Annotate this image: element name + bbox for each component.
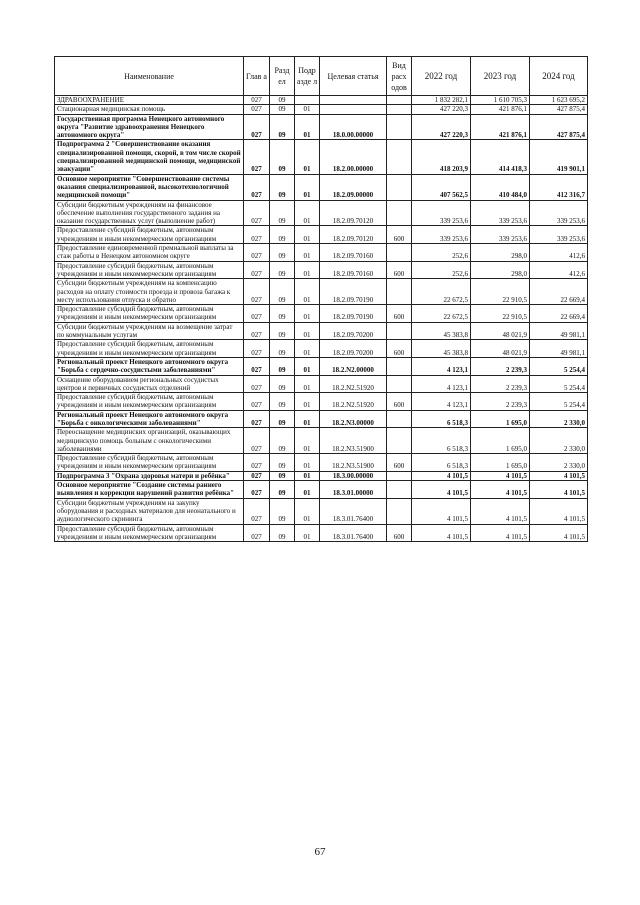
row-target: 18.2.N3.51900 [320, 428, 387, 454]
row-target: 18.2.N2.51920 [320, 393, 387, 411]
row-2024: 339 253,6 [530, 226, 588, 244]
row-name: Подпрограмма 2 "Совершенствование оказания специализированной помощи, скорой, в том числе скорой специализированной медицинской помощи, медицинской эвакуации" [55, 140, 244, 174]
row-razdel: 09 [270, 340, 295, 358]
row-podrazdel: 01 [295, 114, 320, 140]
row-vid [387, 174, 412, 200]
row-podrazdel: 01 [295, 428, 320, 454]
row-glava: 027 [244, 454, 270, 472]
table-row [55, 428, 588, 454]
row-2022: 252,6 [412, 261, 471, 279]
table-row [55, 96, 588, 105]
row-podrazdel: 01 [295, 261, 320, 279]
row-podrazdel: 01 [295, 471, 320, 480]
table-row [55, 140, 588, 174]
row-2022: 4 101,5 [412, 524, 471, 542]
row-razdel: 09 [270, 428, 295, 454]
row-2022: 6 518,3 [412, 410, 471, 428]
row-2023: 22 910,5 [471, 305, 530, 323]
row-2022: 418 203,9 [412, 140, 471, 174]
row-vid: 600 [387, 393, 412, 411]
row-vid [387, 498, 412, 524]
header-glava: Глав а [244, 57, 270, 96]
row-target: 18.2.N2.51920 [320, 375, 387, 393]
row-2022: 4 123,1 [412, 393, 471, 411]
table-row [55, 279, 588, 305]
row-target: 18.2.00.00000 [320, 140, 387, 174]
row-2022: 6 518,3 [412, 428, 471, 454]
row-vid [387, 200, 412, 226]
row-podrazdel: 01 [295, 226, 320, 244]
row-vid [387, 279, 412, 305]
header-target: Целевая статья [320, 57, 387, 96]
row-razdel: 09 [270, 322, 295, 340]
row-2022: 22 672,5 [412, 279, 471, 305]
table-row [55, 471, 588, 480]
row-razdel: 09 [270, 357, 295, 375]
row-glava: 027 [244, 340, 270, 358]
row-2024: 419 901,1 [530, 140, 588, 174]
row-podrazdel: 01 [295, 357, 320, 375]
row-2024: 4 101,5 [530, 524, 588, 542]
row-2024: 49 981,1 [530, 340, 588, 358]
row-name: Предоставление субсидий бюджетным, автономным учреждениям и иным некоммерческим организациям [55, 393, 244, 411]
row-vid [387, 357, 412, 375]
row-2023: 421 876,1 [471, 114, 530, 140]
row-target: 18.2.N3.51900 [320, 454, 387, 472]
row-glava: 027 [244, 481, 270, 499]
row-glava: 027 [244, 174, 270, 200]
row-podrazdel: 01 [295, 393, 320, 411]
row-2023: 1 695,0 [471, 454, 530, 472]
row-razdel: 09 [270, 410, 295, 428]
row-glava: 027 [244, 410, 270, 428]
row-2022: 4 123,1 [412, 375, 471, 393]
table-row [55, 393, 588, 411]
row-target: 18.3.01.76400 [320, 524, 387, 542]
table-row [55, 340, 588, 358]
row-target: 18.0.00.00000 [320, 114, 387, 140]
row-name: Субсидии бюджетным учреждениям на возмещение затрат по коммунальным услугам [55, 322, 244, 340]
row-name: Подпрограмма 3 "Охрана здоровья матери и ребёнка" [55, 471, 244, 480]
row-vid [387, 322, 412, 340]
row-glava: 027 [244, 261, 270, 279]
row-2022: 252,6 [412, 244, 471, 262]
row-vid [387, 96, 412, 105]
row-glava: 027 [244, 471, 270, 480]
row-vid: 600 [387, 340, 412, 358]
row-razdel: 09 [270, 305, 295, 323]
row-vid: 600 [387, 261, 412, 279]
row-target: 18.2.09.70200 [320, 322, 387, 340]
table-row [55, 261, 588, 279]
row-2024: 427 875,4 [530, 114, 588, 140]
row-2022: 339 253,6 [412, 200, 471, 226]
row-2022: 1 832 282,1 [412, 96, 471, 105]
row-2023: 298,0 [471, 244, 530, 262]
row-podrazdel: 01 [295, 322, 320, 340]
row-razdel: 09 [270, 471, 295, 480]
row-podrazdel: 01 [295, 140, 320, 174]
row-target: 18.3.01.76400 [320, 498, 387, 524]
row-razdel: 09 [270, 226, 295, 244]
row-2024: 412 316,7 [530, 174, 588, 200]
header-podrazdel: Подр азде л [295, 57, 320, 96]
row-2022: 427 220,3 [412, 114, 471, 140]
row-2023: 4 101,5 [471, 524, 530, 542]
row-glava: 027 [244, 322, 270, 340]
row-2022: 427 220,3 [412, 105, 471, 114]
row-2024: 4 101,5 [530, 471, 588, 480]
row-2022: 4 101,5 [412, 471, 471, 480]
row-target: 18.2.09.70160 [320, 244, 387, 262]
row-2023: 22 910,5 [471, 279, 530, 305]
row-name: Региональный проект Ненецкого автономного округа "Борьба с сердечно-сосудистыми заболеваниями" [55, 357, 244, 375]
row-2023: 339 253,6 [471, 226, 530, 244]
row-target: 18.2.09.70120 [320, 226, 387, 244]
row-target: 18.3.01.00000 [320, 481, 387, 499]
table-row [55, 357, 588, 375]
row-2023: 414 418,3 [471, 140, 530, 174]
row-razdel: 09 [270, 454, 295, 472]
row-target [320, 105, 387, 114]
table-row [55, 498, 588, 524]
row-podrazdel: 01 [295, 174, 320, 200]
row-name: Стационарная медицинская помощь [55, 105, 244, 114]
row-glava: 027 [244, 357, 270, 375]
row-2024: 1 623 695,2 [530, 96, 588, 105]
row-podrazdel: 01 [295, 481, 320, 499]
row-name: Предоставление субсидий бюджетным, автономным учреждениям и иным некоммерческим организациям [55, 454, 244, 472]
row-2022: 339 253,6 [412, 226, 471, 244]
row-podrazdel: 01 [295, 105, 320, 114]
budget-table [54, 56, 588, 542]
table-row [55, 226, 588, 244]
row-vid [387, 105, 412, 114]
row-2023: 2 239,3 [471, 393, 530, 411]
table-row [55, 200, 588, 226]
row-glava: 027 [244, 244, 270, 262]
row-2022: 407 562,5 [412, 174, 471, 200]
row-razdel: 09 [270, 96, 295, 105]
row-razdel: 09 [270, 498, 295, 524]
row-glava: 027 [244, 305, 270, 323]
row-name: Государственная программа Ненецкого автономного округа "Развитие здравоохранения Ненецкого автономного округа" [55, 114, 244, 140]
row-name: Предоставление единовременной премиальной выплаты за стаж работы в Ненецком автономном округе [55, 244, 244, 262]
row-razdel: 09 [270, 140, 295, 174]
row-glava: 027 [244, 226, 270, 244]
row-podrazdel [295, 96, 320, 105]
row-2022: 4 123,1 [412, 357, 471, 375]
row-2023: 298,0 [471, 261, 530, 279]
row-name: Предоставление субсидий бюджетным, автономным учреждениям и иным некоммерческим организациям [55, 305, 244, 323]
row-2023: 1 610 705,3 [471, 96, 530, 105]
row-2023: 421 876,1 [471, 105, 530, 114]
row-name: Субсидии бюджетным учреждениям на закупку оборудования и расходных материалов для неонатального и аудиологического скрининга [55, 498, 244, 524]
row-2022: 45 383,8 [412, 340, 471, 358]
row-name: Основное мероприятие "Создание системы раннего выявления и коррекции нарушений развития ребёнка" [55, 481, 244, 499]
row-podrazdel: 01 [295, 200, 320, 226]
row-vid [387, 471, 412, 480]
row-target: 18.2.09.70160 [320, 261, 387, 279]
table-row [55, 174, 588, 200]
row-name: Оснащение оборудованием региональных сосудистых центров и первичных сосудистых отделений [55, 375, 244, 393]
row-podrazdel: 01 [295, 279, 320, 305]
row-podrazdel: 01 [295, 454, 320, 472]
row-vid: 600 [387, 524, 412, 542]
row-name: ЗДРАВООХРАНЕНИЕ [55, 96, 244, 105]
header-name: Наименование [55, 57, 244, 96]
row-glava: 027 [244, 114, 270, 140]
row-target: 18.2.N3.00000 [320, 410, 387, 428]
table-row [55, 305, 588, 323]
row-glava: 027 [244, 279, 270, 305]
row-2024: 2 330,0 [530, 454, 588, 472]
row-glava: 027 [244, 96, 270, 105]
row-2024: 5 254,4 [530, 375, 588, 393]
row-target: 18.2.09.00000 [320, 174, 387, 200]
header-2023: 2023 год [471, 57, 530, 96]
row-2022: 4 101,5 [412, 481, 471, 499]
row-razdel: 09 [270, 261, 295, 279]
row-target: 18.2.09.70190 [320, 305, 387, 323]
row-glava: 027 [244, 105, 270, 114]
row-podrazdel: 01 [295, 375, 320, 393]
row-glava: 027 [244, 498, 270, 524]
row-2023: 1 695,0 [471, 410, 530, 428]
row-vid [387, 410, 412, 428]
row-vid: 600 [387, 226, 412, 244]
row-name: Предоставление субсидий бюджетным, автономным учреждениям и иным некоммерческим организациям [55, 524, 244, 542]
table-row [55, 410, 588, 428]
row-vid [387, 140, 412, 174]
row-glava: 027 [244, 375, 270, 393]
header-2024: 2024 год [530, 57, 588, 96]
row-name: Основное мероприятие "Совершенствование системы оказания специализированной, высокотехнологичной медицинской помощи" [55, 174, 244, 200]
row-vid [387, 428, 412, 454]
row-vid: 600 [387, 305, 412, 323]
row-target: 18.3.00.00000 [320, 471, 387, 480]
row-2022: 6 518,3 [412, 454, 471, 472]
row-name: Предоставление субсидий бюджетным, автономным учреждениям и иным некоммерческим организациям [55, 261, 244, 279]
row-2024: 49 981,1 [530, 322, 588, 340]
table-row [55, 375, 588, 393]
row-target [320, 96, 387, 105]
row-2023: 4 101,5 [471, 481, 530, 499]
row-2023: 4 101,5 [471, 498, 530, 524]
row-name: Предоставление субсидий бюджетным, автономным учреждениям и иным некоммерческим организациям [55, 340, 244, 358]
row-2024: 4 101,5 [530, 481, 588, 499]
row-vid: 600 [387, 454, 412, 472]
row-glava: 027 [244, 393, 270, 411]
row-podrazdel: 01 [295, 244, 320, 262]
row-vid [387, 375, 412, 393]
row-razdel: 09 [270, 481, 295, 499]
row-razdel: 09 [270, 393, 295, 411]
row-target: 18.2.09.70200 [320, 340, 387, 358]
row-2024: 339 253,6 [530, 200, 588, 226]
row-target: 18.2.N2.00000 [320, 357, 387, 375]
row-2024: 2 330,0 [530, 410, 588, 428]
row-podrazdel: 01 [295, 498, 320, 524]
header-razdel: Разд ел [270, 57, 295, 96]
row-2023: 2 239,3 [471, 375, 530, 393]
row-glava: 027 [244, 140, 270, 174]
page-number: 67 [314, 846, 326, 858]
table-row [55, 105, 588, 114]
row-name: Региональный проект Ненецкого автономного округа "Борьба с онкологическими заболеваниями" [55, 410, 244, 428]
row-2022: 4 101,5 [412, 498, 471, 524]
row-2024: 4 101,5 [530, 498, 588, 524]
row-podrazdel: 01 [295, 305, 320, 323]
table-row [55, 524, 588, 542]
row-2023: 48 021,9 [471, 340, 530, 358]
table-row [55, 481, 588, 499]
row-2024: 5 254,4 [530, 357, 588, 375]
row-2022: 45 383,8 [412, 322, 471, 340]
row-2023: 4 101,5 [471, 471, 530, 480]
row-2024: 22 669,4 [530, 279, 588, 305]
row-razdel: 09 [270, 174, 295, 200]
header-vid: Вид расх одов [387, 57, 412, 96]
row-2023: 410 484,0 [471, 174, 530, 200]
row-2023: 339 253,6 [471, 200, 530, 226]
row-2023: 2 239,3 [471, 357, 530, 375]
row-glava: 027 [244, 428, 270, 454]
row-target: 18.2.09.70190 [320, 279, 387, 305]
row-2024: 2 330,0 [530, 428, 588, 454]
row-name: Субсидии бюджетным учреждениям на компенсацию расходов на оплату стоимости проезда и провоза багажа к месту использования отпуска и обратно [55, 279, 244, 305]
row-name: Субсидии бюджетным учреждениям на финансовое обеспечение выполнения государственного задания на оказание государственных услуг (выполнение работ) [55, 200, 244, 226]
row-2022: 22 672,5 [412, 305, 471, 323]
row-vid [387, 114, 412, 140]
row-razdel: 09 [270, 244, 295, 262]
row-2024: 22 669,4 [530, 305, 588, 323]
row-2023: 1 695,0 [471, 428, 530, 454]
row-name: Предоставление субсидий бюджетным, автономным учреждениям и иным некоммерческим организациям [55, 226, 244, 244]
row-2024: 412,6 [530, 261, 588, 279]
row-razdel: 09 [270, 105, 295, 114]
row-target: 18.2.09.70120 [320, 200, 387, 226]
row-razdel: 09 [270, 524, 295, 542]
row-razdel: 09 [270, 375, 295, 393]
row-razdel: 09 [270, 114, 295, 140]
header-2022: 2022 год [412, 57, 471, 96]
table-row [55, 244, 588, 262]
row-vid [387, 244, 412, 262]
row-vid [387, 481, 412, 499]
row-podrazdel: 01 [295, 410, 320, 428]
row-name: Переоснащение медицинских организаций, оказывающих медицинскую помощь больным с онкологическими заболеваниями [55, 428, 244, 454]
header-row [55, 57, 588, 96]
row-podrazdel: 01 [295, 524, 320, 542]
row-glava: 027 [244, 524, 270, 542]
row-2024: 412,6 [530, 244, 588, 262]
row-glava: 027 [244, 200, 270, 226]
table-row [55, 114, 588, 140]
table-row [55, 454, 588, 472]
row-2024: 5 254,4 [530, 393, 588, 411]
table-row [55, 322, 588, 340]
row-2023: 48 021,9 [471, 322, 530, 340]
row-podrazdel: 01 [295, 340, 320, 358]
row-razdel: 09 [270, 200, 295, 226]
row-razdel: 09 [270, 279, 295, 305]
row-2024: 427 875,4 [530, 105, 588, 114]
